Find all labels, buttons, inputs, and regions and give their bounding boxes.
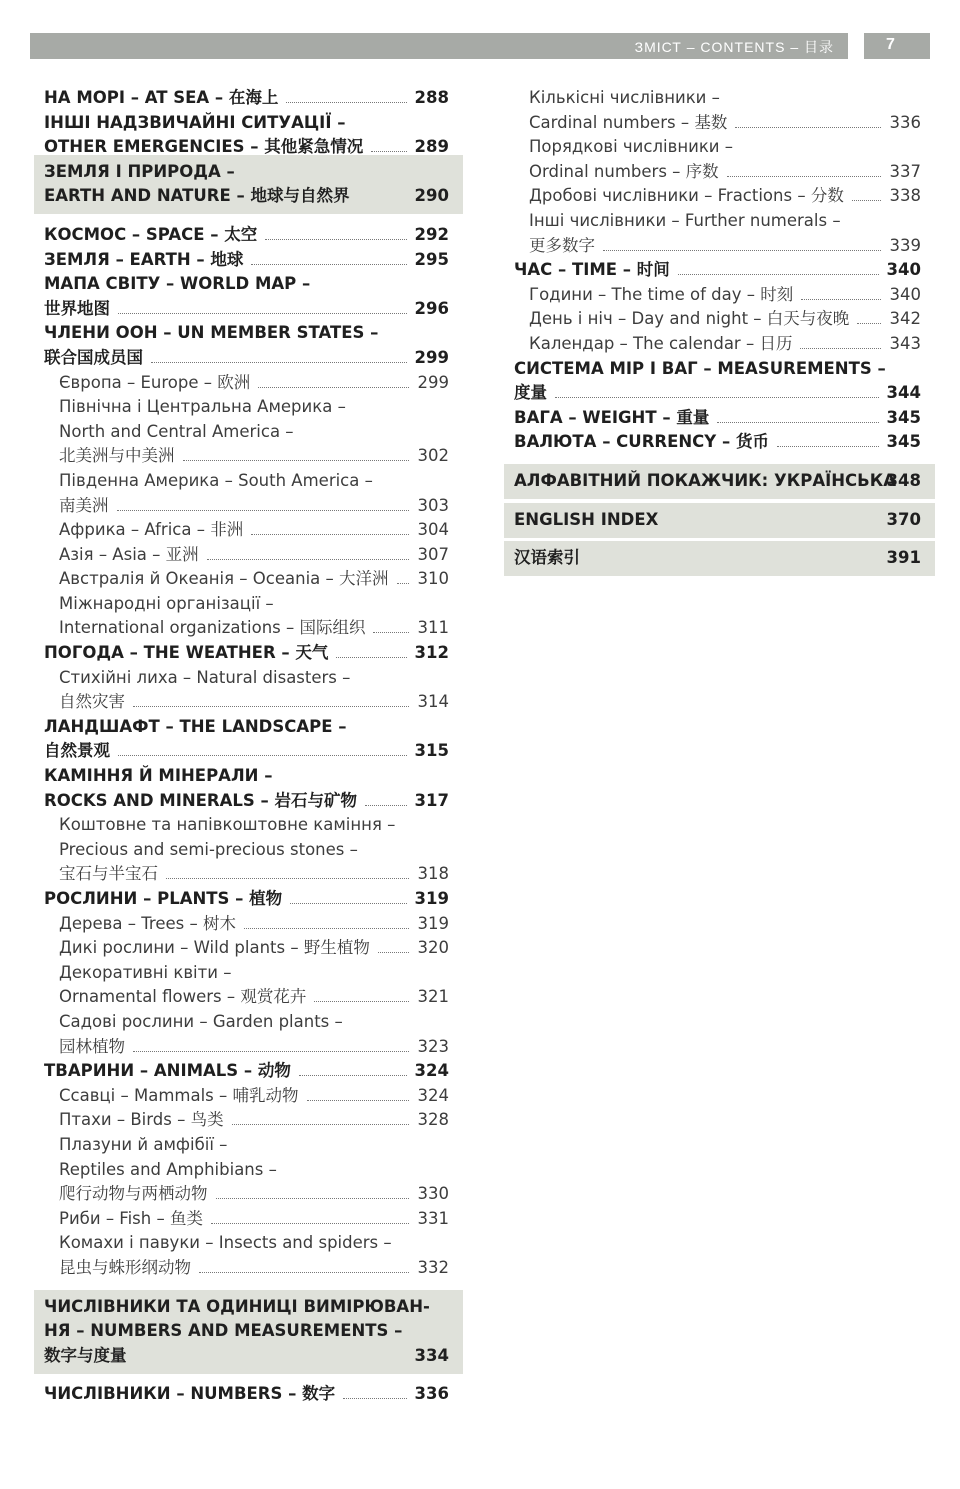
toc-page-number: 340 [889, 284, 921, 304]
toc-section-heading [44, 1344, 449, 1369]
toc-section-heading [44, 160, 449, 185]
dot-leader [603, 250, 881, 251]
dot-leader [265, 239, 407, 240]
toc-subentry [44, 518, 449, 543]
toc-entry-title: 世界地图 [44, 298, 110, 318]
toc-entry [44, 739, 449, 764]
dot-leader [397, 583, 409, 584]
toc-page-number: 303 [417, 495, 449, 515]
dot-leader [314, 1001, 409, 1002]
dot-leader [232, 1124, 409, 1125]
toc-entry-title: OTHER EMERGENCIES – 其他紧急情况 [44, 137, 364, 157]
toc-page-number: 331 [417, 1208, 449, 1228]
toc-entry [44, 346, 449, 371]
toc-entry [44, 248, 449, 273]
toc-entry [44, 715, 449, 740]
dot-leader [299, 1075, 407, 1076]
dot-leader [336, 657, 407, 658]
toc-subentry [514, 209, 921, 234]
toc-subentry [44, 1133, 449, 1158]
toc-page-number: 340 [886, 260, 921, 280]
toc-page-number: 314 [417, 692, 449, 712]
toc-subentry [44, 567, 449, 592]
toc-subentry [44, 1182, 449, 1207]
dot-leader [244, 928, 409, 929]
toc-subentry [44, 1158, 449, 1183]
toc-entry-title: Декоративні квіти – [59, 962, 232, 982]
toc-page-number: 334 [414, 1345, 449, 1365]
toc-page-number: 337 [889, 161, 921, 181]
toc-page-number: 342 [889, 309, 921, 329]
toc-entry-title: Риби – Fish – 鱼类 [59, 1208, 203, 1228]
toc-entry-title: Ссавці – Mammals – 哺乳动物 [59, 1085, 299, 1105]
toc-entry [44, 641, 449, 666]
toc-page-number: 288 [414, 88, 449, 107]
toc-entry [44, 272, 449, 297]
toc-page-number: 343 [889, 333, 921, 353]
toc-entry [44, 887, 449, 912]
toc-subentry [44, 420, 449, 445]
toc-right-column [514, 86, 921, 571]
toc-subentry [44, 862, 449, 887]
dot-leader [286, 102, 407, 103]
dot-leader [307, 1100, 409, 1101]
toc-entry-title: ІНШІ НАДЗВИЧАЙНІ СИТУАЦІЇ – [44, 112, 346, 132]
toc-entry [514, 381, 921, 406]
dot-leader [118, 313, 407, 314]
toc-entry-title: Азія – Asia – 亚洲 [59, 544, 199, 564]
toc-entry-title: International organizations – 国际组织 [59, 618, 366, 638]
toc-entry-title: ЧАС – TIME – 时间 [514, 260, 670, 280]
dot-leader [211, 1223, 409, 1224]
toc-entry-title: АЛФАВІТНИЙ ПОКАЖЧИК: УКРАЇНСЬКА [514, 470, 896, 490]
toc-page-number: 290 [414, 186, 449, 206]
toc-entry-title: 昆虫与蛛形纲动物 [59, 1257, 191, 1277]
toc-entry [44, 297, 449, 322]
toc-entry-title: Години – The time of day – 时刻 [529, 284, 794, 304]
toc-subentry [44, 912, 449, 937]
toc-page-number: 311 [417, 618, 449, 638]
toc-page-number: 312 [414, 643, 449, 663]
toc-entry-title: Міжнародні організації – [59, 593, 274, 613]
toc-entry-title: 自然灾害 [59, 692, 125, 712]
toc-page-number: 321 [417, 987, 449, 1007]
dot-leader [251, 264, 407, 265]
toc-entry [44, 223, 449, 248]
toc-entry-title: 园林植物 [59, 1036, 125, 1056]
toc-page-number: 324 [417, 1085, 449, 1105]
toc-page-number: 339 [889, 235, 921, 255]
toc-page-number: 345 [886, 407, 921, 427]
toc-subentry [44, 1084, 449, 1109]
header-title: ЗМІСТ – CONTENTS – 目录 [634, 39, 834, 55]
toc-entry-title: North and Central America – [59, 421, 294, 441]
toc-entry-title: ЧИСЛІВНИКИ ТА ОДИНИЦІ ВИМІРЮВАН- [44, 1296, 430, 1316]
toc-subentry [44, 961, 449, 986]
toc-subentry [514, 184, 921, 209]
toc-entry-title: ЗЕМЛЯ І ПРИРОДА – [44, 161, 235, 181]
toc-subentry [44, 1108, 449, 1133]
toc-subentry [44, 1256, 449, 1281]
toc-page-number: 336 [889, 112, 921, 132]
toc-page-number: 289 [414, 137, 449, 157]
toc-page-number: 370 [886, 509, 921, 529]
toc-entry-title: ЗЕМЛЯ – EARTH – 地球 [44, 249, 244, 269]
toc-entry-title: Cardinal numbers – 基数 [529, 112, 728, 132]
toc-page-number: 295 [414, 249, 449, 269]
toc-entry-title: Птахи – Birds – 鸟类 [59, 1110, 224, 1130]
toc-entry [44, 321, 449, 346]
toc-page-number: 299 [414, 347, 449, 367]
header-bar [30, 33, 848, 59]
toc-entry-title: Reptiles and Amphibians – [59, 1159, 277, 1179]
dot-leader [800, 348, 881, 349]
toc-entry-title: ВАГА – WEIGHT – 重量 [514, 407, 710, 427]
toc-entry-title: МАПА СВІТУ – WORLD MAP – [44, 274, 311, 294]
toc-subentry [44, 1035, 449, 1060]
toc-entry-title: ТВАРИНИ – ANIMALS – 动物 [44, 1061, 291, 1081]
toc-page-number: 332 [417, 1257, 449, 1277]
toc-entry-title: Європа – Europe – 欧洲 [59, 372, 251, 392]
dot-leader [852, 200, 881, 201]
toc-page-number: 315 [414, 741, 449, 761]
toc-subentry [44, 616, 449, 641]
dot-leader [555, 397, 879, 398]
toc-page-number: 307 [417, 544, 449, 564]
toc-subentry [44, 543, 449, 568]
toc-entry-title: Садові рослини – Garden plants – [59, 1011, 343, 1031]
toc-entry [44, 1382, 449, 1407]
dot-leader [258, 387, 409, 388]
dot-leader [183, 460, 409, 461]
toc-entry-title: ЧИСЛІВНИКИ – NUMBERS – 数字 [44, 1384, 336, 1404]
toc-entry-title: КАМІННЯ Й МІНЕРАЛИ – [44, 766, 273, 786]
toc-entry-title: Ordinal numbers – 序数 [529, 161, 719, 181]
dot-leader [373, 632, 409, 633]
toc-page-number: 299 [417, 372, 449, 392]
toc-entry-title: 度量 [514, 383, 547, 403]
toc-entry-title: НЯ – NUMBERS AND MEASUREMENTS – [44, 1321, 403, 1341]
toc-section-heading [44, 1319, 449, 1344]
toc-subentry [44, 690, 449, 715]
toc-entry-title: Кількісні числівники – [529, 88, 720, 107]
toc-subentry [514, 234, 921, 259]
toc-page-number: 324 [414, 1061, 449, 1081]
toc-entry-title: Інші числівники – Further numerals – [529, 210, 841, 230]
toc-page-number: 344 [886, 383, 921, 403]
toc-subentry [44, 444, 449, 469]
toc-subentry [514, 135, 921, 160]
toc-subentry [44, 469, 449, 494]
toc-entry [514, 430, 921, 455]
toc-entry-title: Стихійні лиха – Natural disasters – [59, 667, 351, 687]
toc-entry [44, 86, 449, 111]
toc-page-number: 320 [417, 938, 449, 958]
dot-leader [133, 706, 409, 707]
dot-leader [166, 878, 409, 879]
toc-subentry [44, 813, 449, 838]
toc-left-column [44, 86, 449, 1407]
toc-subentry [44, 1010, 449, 1035]
toc-entry-title: НА МОРІ – AT SEA – 在海上 [44, 88, 279, 107]
toc-subentry [44, 592, 449, 617]
toc-subentry [44, 936, 449, 961]
dot-leader [151, 362, 407, 363]
toc-entry-title: Південна Америка – South America – [59, 470, 373, 490]
toc-subentry [44, 1231, 449, 1256]
toc-page-number: 328 [417, 1110, 449, 1130]
toc-entry-title: Порядкові числівники – [529, 137, 734, 157]
page-number: 7 [886, 36, 895, 53]
toc-subentry [514, 307, 921, 332]
toc-subentry [514, 160, 921, 185]
toc-entry-title: ЧЛЕНИ ООН – UN MEMBER STATES – [44, 323, 379, 343]
toc-entry-title: Дерева – Trees – 树木 [59, 913, 236, 933]
toc-page-number: 292 [414, 224, 449, 244]
toc-entry-title: Календар – The calendar – 日历 [529, 333, 793, 353]
toc-entry-title: Плазуни й амфібії – [59, 1134, 228, 1154]
toc-entry [514, 406, 921, 431]
toc-entry [44, 789, 449, 814]
toc-entry-title: Ornamental flowers – 观赏花卉 [59, 987, 307, 1007]
toc-page-number: 317 [414, 790, 449, 810]
toc-entry [44, 135, 449, 160]
toc-subentry [44, 371, 449, 396]
toc-page-number: 302 [417, 446, 449, 466]
toc-entry [514, 258, 921, 283]
dot-leader [678, 274, 879, 275]
dot-leader [365, 805, 407, 806]
toc-subentry [44, 494, 449, 519]
toc-page-number: 323 [417, 1036, 449, 1056]
toc-entry-title: Дикі рослини – Wild plants – 野生植物 [59, 938, 370, 958]
page-number-box [864, 33, 930, 59]
toc-page-number: 319 [414, 889, 449, 908]
toc-entry-title: ENGLISH INDEX [514, 509, 659, 529]
toc-subentry [514, 86, 921, 111]
toc-entry [44, 111, 449, 136]
dot-leader [735, 127, 881, 128]
toc-entry-title: СИСТЕМА МІР І ВАГ – MEASUREMENTS – [514, 358, 886, 378]
toc-page-number: 318 [417, 864, 449, 884]
toc-entry-title: Африка – Africa – 非洲 [59, 520, 244, 540]
toc-entry-title: КОСМОС – SPACE – 太空 [44, 224, 258, 244]
toc-entry-title: ЛАНДШАФТ – THE LANDSCAPE – [44, 716, 347, 736]
dot-leader [207, 559, 409, 560]
toc-subentry [44, 666, 449, 691]
toc-subentry [514, 283, 921, 308]
dot-leader [371, 151, 407, 152]
toc-subentry [514, 332, 921, 357]
toc-entry-title: Дробові числівники – Fractions – 分数 [529, 186, 844, 206]
toc-page-number: 330 [417, 1184, 449, 1204]
toc-entry-title: EARTH AND NATURE – 地球与自然界 [44, 186, 350, 206]
toc-entry-title: 北美洲与中美洲 [59, 446, 175, 466]
toc-section-heading [44, 184, 449, 209]
toc-entry-title: 爬行动物与两栖动物 [59, 1184, 208, 1204]
toc-entry-title: Північна і Центральна Америка – [59, 397, 346, 417]
toc-section-heading [514, 469, 921, 494]
dot-leader [199, 1272, 409, 1273]
dot-leader [118, 755, 407, 756]
toc-page-number: 348 [886, 470, 921, 490]
dot-leader [117, 510, 409, 511]
toc-entry-title: ROCKS AND MINERALS – 岩石与矿物 [44, 790, 358, 810]
dot-leader [378, 952, 409, 953]
toc-entry-title: 自然景观 [44, 741, 110, 761]
toc-page-number: 345 [886, 432, 921, 452]
toc-entry-title: Precious and semi-precious stones – [59, 839, 358, 859]
toc-subentry [44, 985, 449, 1010]
dot-leader [717, 422, 879, 423]
dot-leader [216, 1198, 409, 1199]
toc-page-number: 296 [414, 298, 449, 318]
toc-entry-title: Комахи і павуки – Insects and spiders – [59, 1233, 392, 1253]
toc-entry-title: 宝石与半宝石 [59, 864, 158, 884]
dot-leader [290, 903, 407, 904]
toc-page-number: 310 [417, 569, 449, 589]
toc-entry [44, 764, 449, 789]
toc-entry-title: 联合国成员国 [44, 347, 143, 367]
toc-subentry [44, 838, 449, 863]
dot-leader [777, 446, 879, 447]
dot-leader [343, 1398, 407, 1399]
dot-leader [727, 176, 881, 177]
toc-entry-title: 南美洲 [59, 495, 109, 515]
toc-page-number: 336 [414, 1384, 449, 1404]
toc-entry-title: ВАЛЮТА – CURRENCY – 货币 [514, 432, 769, 452]
toc-subentry [44, 395, 449, 420]
toc-entry-title: ПОГОДА – THE WEATHER – 天气 [44, 643, 329, 663]
toc-entry-title: 数字与度量 [44, 1345, 127, 1365]
dot-leader [801, 299, 881, 300]
toc-page-number: 319 [417, 913, 449, 933]
dot-leader [133, 1051, 409, 1052]
toc-page-number: 338 [889, 186, 921, 206]
toc-section-heading [514, 508, 921, 533]
toc-section-heading [44, 1295, 449, 1320]
toc-subentry [514, 111, 921, 136]
toc-entry-title: РОСЛИНИ – PLANTS – 植物 [44, 889, 283, 908]
toc-entry [514, 357, 921, 382]
toc-entry-title: Австралія й Океанія – Oceania – 大洋洲 [59, 569, 389, 589]
toc-entry-title: 汉语索引 [514, 548, 580, 568]
toc-subentry [44, 1207, 449, 1232]
toc-entry [44, 1059, 449, 1084]
dot-leader [857, 323, 881, 324]
toc-page-number: 304 [417, 520, 449, 540]
toc-entry-title: 更多数字 [529, 235, 595, 255]
toc-entry-title: Коштовне та напівкоштовне каміння – [59, 815, 396, 835]
toc-section-heading [514, 546, 921, 571]
toc-page-number: 391 [886, 548, 921, 568]
toc-entry-title: День і ніч – Day and night – 白天与夜晚 [529, 309, 850, 329]
dot-leader [251, 534, 409, 535]
